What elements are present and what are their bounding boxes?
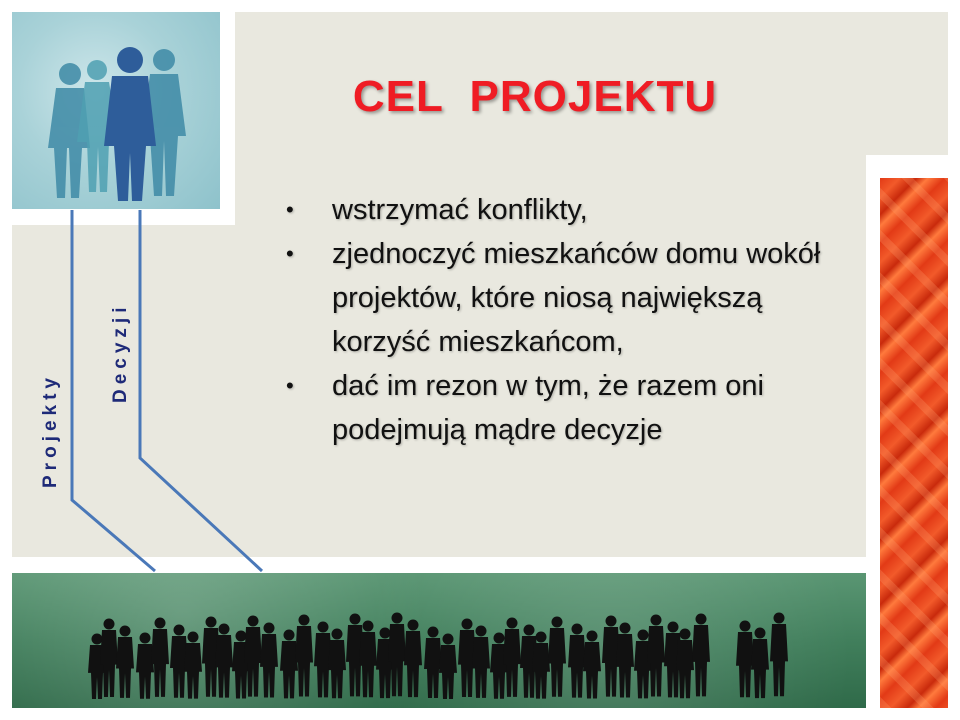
bullet-item: [280, 232, 855, 364]
side-label-decyzji: Decyzji: [110, 302, 131, 403]
bullet-item: [280, 188, 855, 232]
bullet-text: dać im rezon w tym, że razem oni podejmują mądre decyzje: [332, 370, 764, 446]
bullet-dot: •: [286, 197, 294, 222]
side-label-projekty: Projekty: [40, 373, 61, 488]
bullet-dot: •: [286, 241, 294, 266]
connector-line-decyzji: [140, 210, 262, 571]
bullet-text: zjednoczyć mieszkańców domu wokół projektów, które niosą największą korzyść mieszkańcom,: [332, 238, 821, 358]
bullet-list: [280, 188, 855, 452]
bullet-text: wstrzymać konflikty,: [332, 194, 588, 226]
bullet-item: [280, 364, 855, 452]
slide-title: CEL PROJEKTU: [352, 72, 718, 121]
bullet-dot: •: [286, 373, 294, 398]
